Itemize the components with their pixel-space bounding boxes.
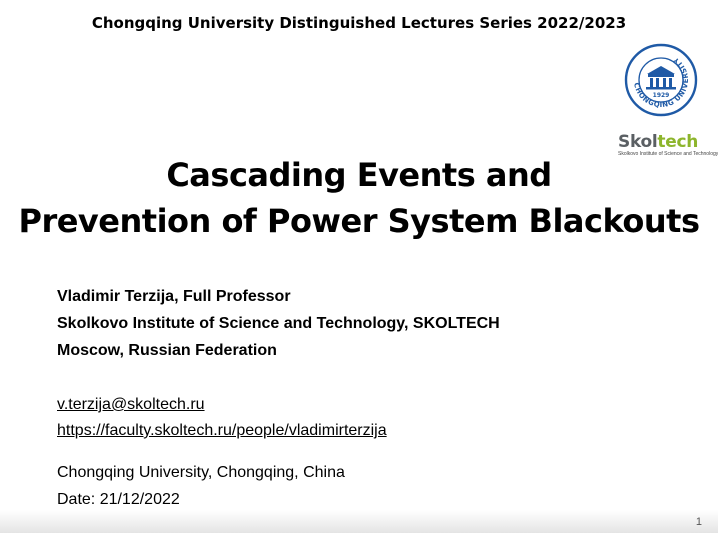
skoltech-wordmark: Skoltech <box>618 132 699 152</box>
author-block <box>57 283 500 364</box>
slide-title <box>0 152 718 244</box>
skoltech-tagline: Skolkovo Institute of Science and Technology <box>618 151 718 157</box>
slide-bottom-bar <box>0 510 718 533</box>
title-line-2: Prevention of Power System Blackouts <box>18 202 700 240</box>
venue-block <box>57 459 345 513</box>
venue-date: Date: 21/12/2022 <box>57 491 180 508</box>
series-header: Chongqing University Distinguished Lectures Series 2022/2023 <box>91 14 627 32</box>
cqu-year: 1929 <box>652 92 670 99</box>
email-link[interactable]: v.terzija@skoltech.ru <box>57 396 205 413</box>
author-name: Vladimir Terzija, Full Professor <box>57 288 291 305</box>
venue-place: Chongqing University, Chongqing, China <box>57 464 345 481</box>
cqu-ring-text: CHONGQING UNIVERSITY <box>632 55 691 110</box>
author-location: Moscow, Russian Federation <box>57 342 277 359</box>
profile-link[interactable]: https://faculty.skoltech.ru/people/vladimirterzija <box>57 422 387 439</box>
contact-links <box>57 392 387 444</box>
chongqing-university-logo <box>624 43 698 117</box>
page-number: 1 <box>695 516 702 528</box>
author-institution: Skolkovo Institute of Science and Technology, SKOLTECH <box>57 315 500 332</box>
title-line-1: Cascading Events and <box>166 156 552 194</box>
